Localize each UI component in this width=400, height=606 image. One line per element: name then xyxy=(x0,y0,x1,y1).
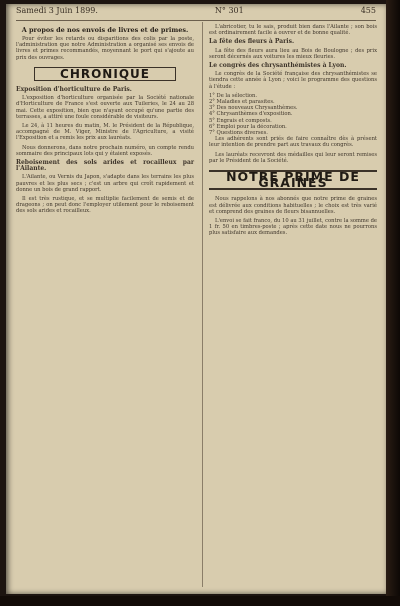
exposition-paragraph-2: Le 24, à 11 heures du matin, M. le Président de la République, accompagné de M. Viger, Ministre de l'Agriculture, a visité l'Exposition et a remis les prix aux lauréats. xyxy=(16,123,194,142)
prime-title: NOTRE PRIME DE GRAINES xyxy=(209,170,377,190)
fete-text: La fête des fleurs aura lieu au Bois de Boulogne ; des prix seront décernés aux voitures les mieux fleuries. xyxy=(209,47,377,60)
right-paragraph-1: L'abricotier, tu le sais, produit bien dans l'Ailante ; son bois est ordinairement facile à ouvrer et de bonne qualité. xyxy=(209,24,377,37)
congres-text: Le congrès de la Société française des chrysanthémistes se tiendra cette année à Lyon ; voici le programme des questions à l'étude : xyxy=(209,71,377,90)
header-issue: N° 301 xyxy=(214,6,244,15)
program-item: 4° Chrysanthèmes d'exposition. xyxy=(209,111,293,118)
prime-paragraph-1: Nous rappelons à nos abonnés que notre prime de graines est délivrée aux conditions habituelles ; le choix est très varié et comprend des graines de fleurs bisannuelles. xyxy=(209,196,377,215)
congres-heading: Le congrès des chrysanthémistes à Lyon. xyxy=(209,62,347,70)
right-paragraph-3: Les lauréats recevront des médailles qui leur seront remises par le Président de la Société. xyxy=(209,151,377,164)
column-rule xyxy=(202,22,203,587)
sols-paragraph-2: Il est très rustique, et se multiplie facilement de semis et de drageons ; on peut donc l'employer utilement pour le reboisement des sols arides et rocailleux. xyxy=(16,196,194,215)
program-item: 7° Questions diverses. xyxy=(209,130,268,137)
book-spine xyxy=(386,0,400,606)
program-item: 1° De la sélection. xyxy=(209,92,258,99)
right-paragraph-2: Les adhérents sont priés de faire connaître dès à présent leur intention de prendre part aux travaux du congrès. xyxy=(209,136,377,149)
chronique-title: CHRONIQUE xyxy=(34,67,176,81)
page-header xyxy=(16,6,376,21)
program-item: 5° Engrais et composts. xyxy=(209,117,272,124)
header-date: Samedi 3 Juin 1899. xyxy=(16,6,98,15)
exposition-heading: Exposition d'horticulture de Paris. xyxy=(16,86,132,94)
program-list xyxy=(209,93,377,136)
exposition-paragraph-3: Nous donnerons, dans notre prochain numéro, un compte rendu sommaire des principaux lots qui y étaient exposés. xyxy=(16,144,194,157)
bottom-edge xyxy=(0,596,400,606)
notice-text: Pour éviter les retards ou disparitions des colis par la poste, l'administration que notre Administration a organisé ses envois de livres et primes recommandés, moyennant le port qui s'ajoute au prix des ouvrages. xyxy=(16,36,194,61)
program-item: 2° Maladies et parasites. xyxy=(209,99,275,106)
right-column xyxy=(209,24,377,240)
left-column xyxy=(16,24,194,218)
header-page-number: 455 xyxy=(360,6,376,15)
program-item: 3° Des nouveaux Chrysanthèmes. xyxy=(209,105,298,112)
prime-paragraph-2: L'envoi se fait franco, du 10 au 31 juillet, contre la somme de 1 fr. 50 en timbres-poste ; après cette date nous ne pourrons plus satisfaire aux demandes. xyxy=(209,218,377,237)
program-item: 6° Emploi pour la décoration. xyxy=(209,123,287,130)
exposition-paragraph-1: L'exposition d'horticulture organisée par la Société nationale d'Horticulture de France s'est ouverte aux Tuileries, le 24 au 28 mai. Cette exposition, bien que n'ayant occupé qu'une partie des terrasses, a attiré une foule considérable de visiteurs. xyxy=(16,95,194,120)
notice-title: A propos de nos envois de livres et de primes. xyxy=(21,26,189,34)
sols-heading: Reboisement des sols arides et rocailleux par l'Ailante. xyxy=(16,159,194,173)
sols-paragraph-1: L'Ailante, ou Vernis du Japon, s'adapte dans les terrains les plus pauvres et les plus secs ; c'est un arbre qui croît rapidement et donne un bois de grand rapport. xyxy=(16,174,194,193)
newspaper-page xyxy=(6,4,386,594)
fete-heading: La fête des fleurs à Paris. xyxy=(209,38,295,46)
